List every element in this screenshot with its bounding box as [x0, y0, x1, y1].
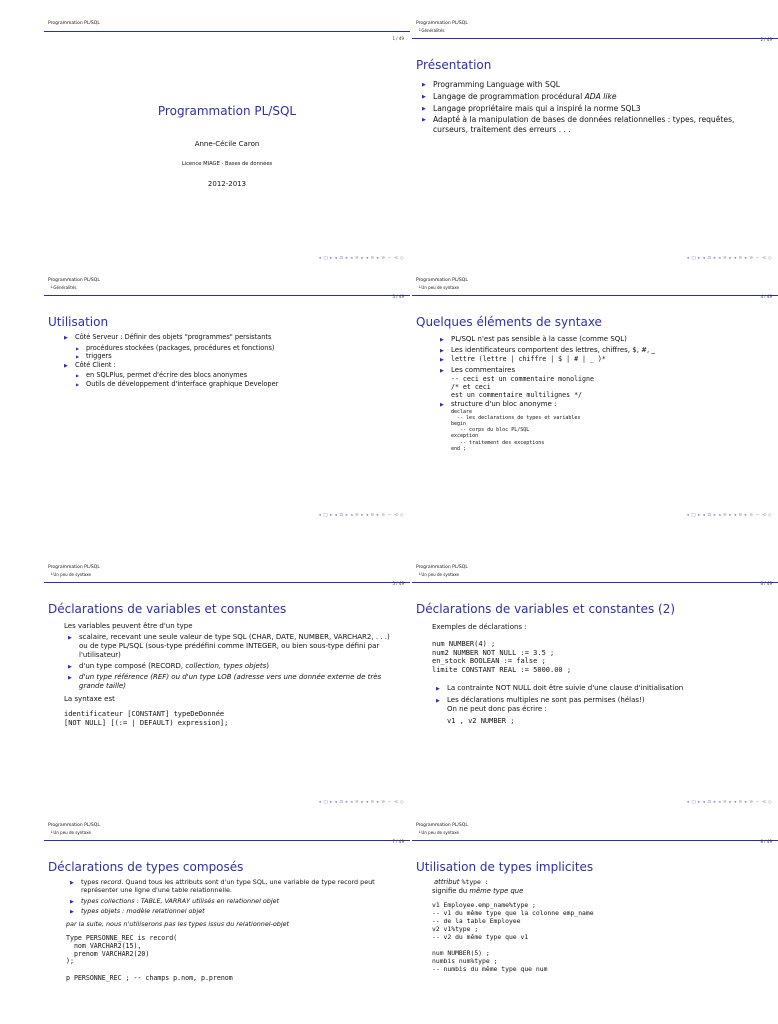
bullet: ▶ structure d'un bloc anonyme :	[440, 400, 768, 409]
header-rule	[412, 38, 778, 39]
sub-bullet: ▶ en SQLPlus, permet d'écrire des blocs anonymes	[64, 371, 400, 380]
beamer-nav[interactable]: ◂ □ ▸ ◂ ⊡ ▸ ◂ ≡ ▸ ◂ ≡ ▸ ≡ ∽ ⊲ ◇	[318, 800, 404, 805]
slide-6	[412, 562, 778, 812]
code-line: ▶ lettre (lettre | chiffre | $ | # | _ )*	[440, 355, 768, 364]
page-number: 1 / 49	[392, 36, 404, 41]
bullet: ▶ Les commentaires	[440, 366, 768, 375]
bullet: ▶ d'un type référence (REF) ou d'un type LOB (adresse vers une donnée externe de très grande taille)	[68, 673, 400, 691]
beamer-nav[interactable]: ◂ □ ▸ ◂ ⊡ ▸ ◂ ≡ ▸ ◂ ≡ ▸ ≡ ∽ ⊲ ◇	[318, 513, 404, 518]
bullet: ▶ Côté Serveur : Définir des objets "programmes" persistants	[64, 333, 400, 342]
code-block: Type PERSONNE_REC is record( nom VARCHAR2(15), prenom VARCHAR2(20) );	[66, 934, 178, 966]
header-title: Programmation PL/SQL	[416, 21, 468, 26]
code-line: v1 , v2 NUMBER ;	[447, 717, 515, 726]
code-line: p PERSONNE_REC ; -- champs p.nom, p.prenom	[66, 974, 233, 983]
section-arrow-icon: └	[418, 28, 421, 33]
beamer-nav[interactable]: ◂ □ ▸ ◂ ⊡ ▸ ◂ ≡ ▸ ◂ ≡ ▸ ≡ ∽ ⊲ ◇	[318, 256, 404, 261]
note-text: par la suite, nous n'utiliserons pas les types issus du relationnel-objet	[66, 919, 290, 928]
section-label: └Un peu de syntaxe	[418, 830, 459, 835]
section-arrow-icon: └	[50, 285, 53, 290]
code-block: identificateur [CONSTANT] typeDeDonnée [NOT NULL] [(:= | DEFAULT) expression];	[64, 710, 229, 727]
slide-7	[44, 820, 410, 1024]
bullet: ▶ d'un type composé (RECORD, collection, types objets)	[68, 662, 400, 671]
page-number: 6 / 49	[760, 581, 772, 586]
slide-body	[66, 878, 400, 983]
bullet: ▶ Les identificateurs comportent des lettres, chiffres, $, #, _	[440, 346, 768, 355]
header-title: Programmation PL/SQL	[416, 823, 468, 828]
slide-title: Utilisation de types implicites	[416, 860, 594, 874]
slide-body	[64, 622, 400, 727]
slide-2	[412, 18, 778, 268]
bullet: ▶ Adapté à la manipulation de bases de données relationnelles : types, requêtes, curseurs, traitement des erreurs . . .	[422, 115, 768, 135]
section-arrow-icon: └	[50, 572, 53, 577]
slide-5	[44, 562, 410, 812]
slide-body	[422, 80, 768, 137]
bullet: ▶ Langage de programmation procédural ADA like	[422, 92, 768, 102]
beamer-nav[interactable]: ◂ □ ▸ ◂ ⊡ ▸ ◂ ≡ ▸ ◂ ≡ ▸ ≡ ∽ ⊲ ◇	[686, 256, 772, 261]
section-arrow-icon: └	[418, 572, 421, 577]
syntax-label: La syntaxe est	[64, 695, 115, 703]
year: 2012-2013	[207, 180, 247, 188]
sub-bullet: ▶ Outils de développement d'interface graphique Developer	[64, 380, 400, 389]
bullet: ▶ PL/SQL n'est pas sensible à la casse (comme SQL)	[440, 335, 768, 344]
beamer-nav[interactable]: ◂ □ ▸ ◂ ⊡ ▸ ◂ ≡ ▸ ◂ ≡ ▸ ≡ ∽ ⊲ ◇	[686, 513, 772, 518]
section-label: └Un peu de syntaxe	[418, 285, 459, 290]
beamer-nav[interactable]: ◂ □ ▸ ◂ ⊡ ▸ ◂ ≡ ▸ ◂ ≡ ▸ ≡ ∽ ⊲ ◇	[686, 800, 772, 805]
section-arrow-icon: └	[418, 830, 421, 835]
intro-text: Les variables peuvent être d'un type	[64, 622, 193, 630]
slide-title: Quelques éléments de syntaxe	[416, 315, 602, 329]
slide-title: Déclarations de variables et constantes	[48, 602, 287, 616]
bullet: ▶ Les déclarations multiples ne sont pas permises (hélas!) On ne peut donc pas écrire : v1 , v2 NUMBER ;	[436, 696, 768, 726]
header-rule	[44, 840, 410, 841]
bullet: ▶ Langage propriétaire mais qui a inspiré la norme SQL3	[422, 104, 768, 114]
header-rule	[44, 582, 410, 583]
section-arrow-icon: └	[418, 285, 421, 290]
bullet: ▶ La contrainte NOT NULL doit être suivie d'une clause d'initialisation	[436, 684, 768, 693]
page-number: 4 / 49	[760, 294, 772, 299]
bullet: ▶ scalaire, recevant une seule valeur de type SQL (CHAR, DATE, NUMBER, VARCHAR2, . . .) ou de type PL/SQL (sous-type prédéfini comme INTEGER, ou bien sous-type défini par l'utilisateur)	[68, 633, 400, 660]
code-block: declare -- les declarations de types et variables begin -- corps du bloc PL/SQL exception -- traitement des exceptions end ;	[451, 408, 581, 452]
code-block: v1 Employee.emp_name%type ; -- v1 du même type que la colonne emp_name -- de la table Employee v2 v1%type ; -- v2 du même type que v1	[432, 901, 594, 942]
code-block: -- ceci est un commentaire monoligne /* et ceci est un commentaire multilignes */	[451, 375, 594, 400]
slide-title: Déclarations de types composés	[48, 860, 244, 874]
sub-bullet: ▶ triggers	[64, 352, 400, 361]
slide-title: Présentation	[416, 58, 492, 72]
slide-body	[432, 623, 768, 728]
course: Licence MIAGE - Bases de données	[181, 161, 273, 167]
header-title: Programmation PL/SQL	[416, 565, 468, 570]
section-arrow-icon: └	[50, 830, 53, 835]
slide-1	[44, 18, 410, 268]
bullet: ▶ Programming Language with SQL	[422, 80, 768, 90]
author: Anne-Cécile Caron	[194, 140, 260, 148]
header-rule	[44, 295, 410, 296]
slide-8	[412, 820, 778, 1024]
section-label: └Un peu de syntaxe	[418, 572, 459, 577]
slide-body	[440, 335, 768, 452]
header-rule	[44, 31, 410, 32]
header-rule	[412, 295, 778, 296]
slide-3	[44, 275, 410, 525]
slide-title: Déclarations de variables et constantes (2)	[416, 602, 676, 616]
slide-body	[432, 878, 768, 973]
header-title: Programmation PL/SQL	[48, 21, 100, 26]
page-number: 2 / 49	[760, 37, 772, 42]
page-number: 7 / 49	[392, 839, 404, 844]
bullet: ▶ types record. Quand tous les attributs sont d'un type SQL, une variable de type record peut représenter une ligne d'une table relationnelle.	[70, 878, 400, 895]
attribute-line: attribut %type :	[434, 878, 489, 886]
slide-4	[412, 275, 778, 525]
page-number: 5 / 49	[392, 581, 404, 586]
bullet: ▶ types collections : TABLE, VARRAY utilisés en relationnel objet	[70, 897, 400, 905]
header-rule	[412, 840, 778, 841]
sub-bullet: ▶ procédures stockées (packages, procédures et fonctions)	[64, 344, 400, 353]
slide-body	[64, 333, 400, 389]
slide-title: Utilisation	[48, 315, 109, 329]
header-title: Programmation PL/SQL	[48, 565, 100, 570]
page-number: 3 / 49	[392, 294, 404, 299]
code-block: num NUMBER(5) ; numbis num%type ; -- numbis du même type que num	[432, 949, 548, 974]
section-label: └Un peu de syntaxe	[50, 572, 91, 577]
header-rule	[412, 582, 778, 583]
header-title: Programmation PL/SQL	[48, 823, 100, 828]
meaning-text: signifie du même type que	[432, 886, 524, 895]
page-number: 8 / 49	[760, 839, 772, 844]
code-block: num NUMBER(4) ; num2 NUMBER NOT NULL := 3.5 ; en_stock BOOLEAN := false ; limite CONSTANT REAL := 5000.00 ;	[432, 640, 572, 674]
bullet: ▶ types objets : modèle relationnel objet	[70, 907, 400, 915]
header-title: Programmation PL/SQL	[48, 278, 100, 283]
slide-title: Programmation PL/SQL	[157, 104, 297, 118]
header-title: Programmation PL/SQL	[416, 278, 468, 283]
section-label: └Un peu de syntaxe	[50, 830, 91, 835]
section-label: └Généralités	[50, 285, 77, 290]
intro-text: Exemples de déclarations :	[432, 623, 527, 631]
section-label: └Généralités	[418, 28, 445, 33]
bullet: ▶ Côté Client :	[64, 361, 400, 370]
